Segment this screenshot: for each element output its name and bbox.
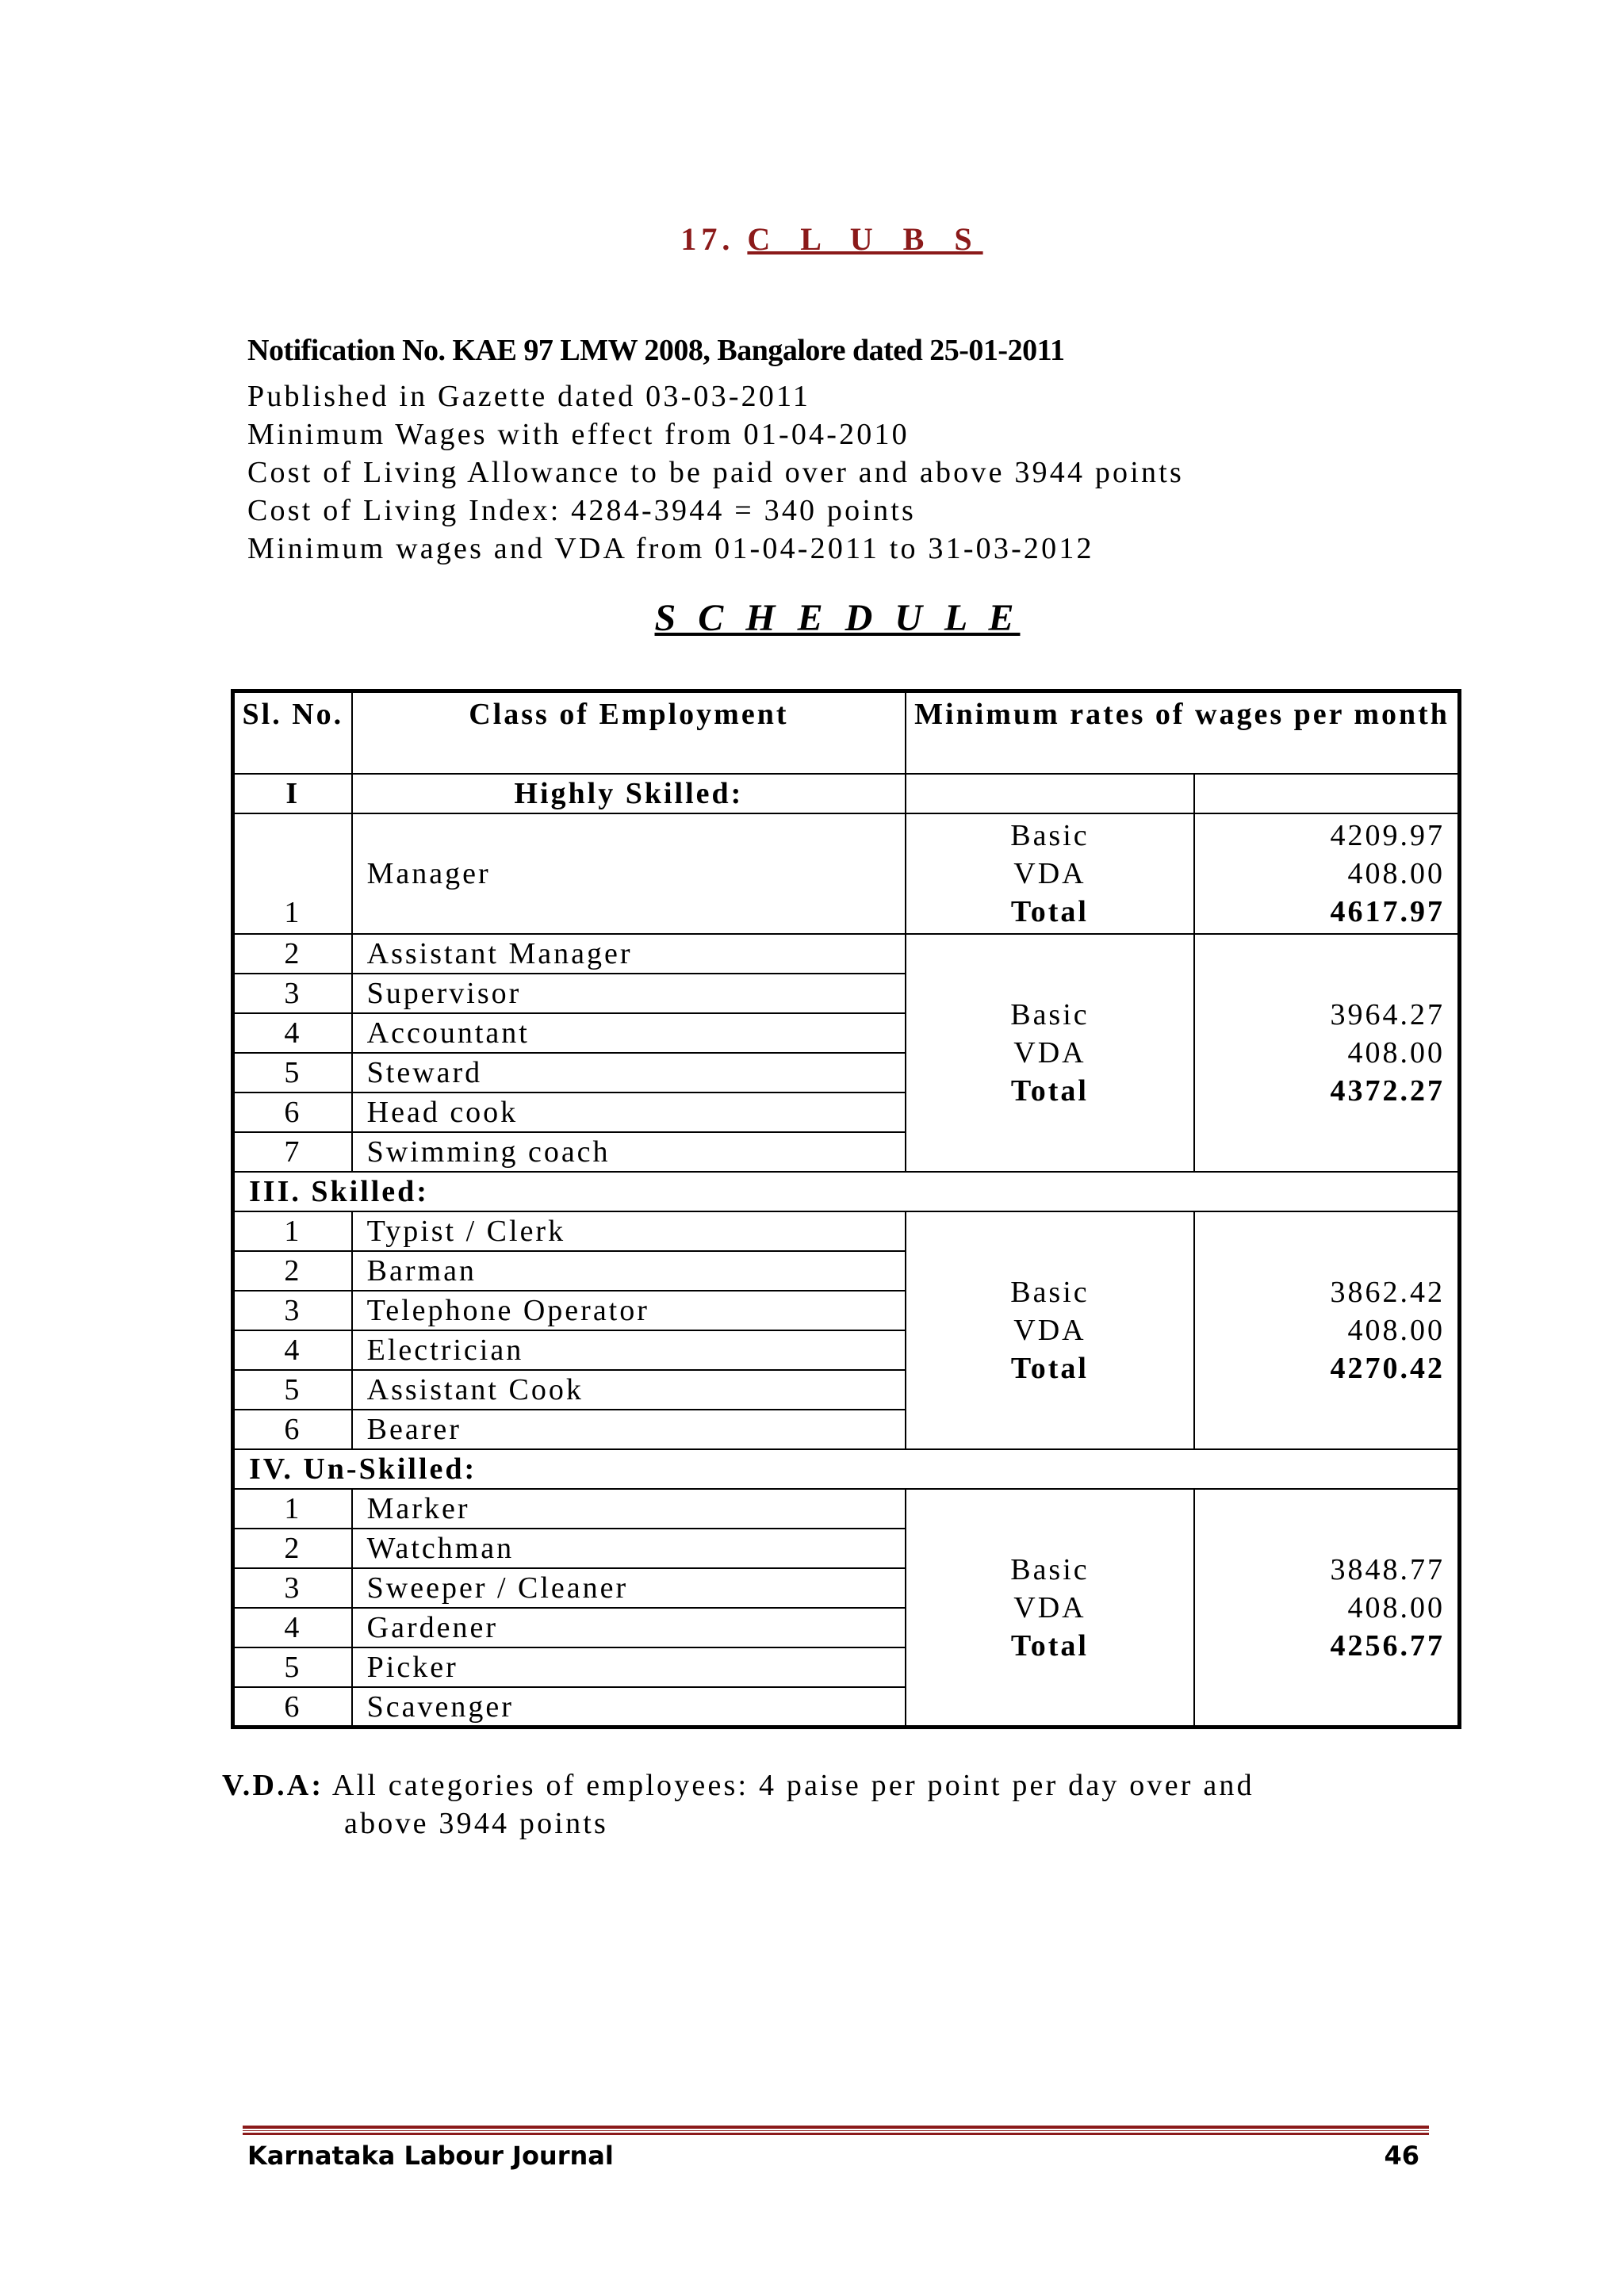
vda-label: VDA	[1013, 1314, 1086, 1348]
detail-line: Published in Gazette dated 03-03-2011	[247, 380, 811, 413]
empty-cell	[906, 774, 1194, 813]
vda-value: 408.00	[1347, 1590, 1445, 1624]
basic-value: 4209.97	[1330, 818, 1445, 852]
vda-note-label: V.D.A:	[222, 1769, 324, 1802]
vda-value: 408.00	[1347, 1035, 1445, 1070]
vda-value: 408.00	[1347, 1314, 1445, 1348]
page-title	[0, 220, 1624, 258]
row-sl: 2	[233, 1529, 352, 1568]
rate-labels	[906, 934, 1194, 1172]
row-class-name: Head cook	[352, 1093, 906, 1132]
schedule-heading: S C H E D U L E	[654, 597, 1021, 639]
header-class: Class of Employment	[352, 691, 906, 774]
section-row-un-skilled	[233, 1449, 1460, 1489]
row-class-name: Steward	[352, 1053, 906, 1093]
total-label: Total	[1010, 894, 1089, 928]
row-class-name: Assistant Cook	[352, 1370, 906, 1410]
row-sl: 6	[233, 1410, 352, 1449]
section-roman: I	[233, 774, 352, 813]
row-class-name: Sweeper / Cleaner	[352, 1568, 906, 1608]
title-number: 17.	[680, 221, 735, 257]
row-class-name: Gardener	[352, 1608, 906, 1647]
row-sl: 1	[233, 813, 352, 934]
vda-note-text: All categories of employees: 4 paise per point per day over and	[331, 1769, 1254, 1802]
row-sl: 4	[233, 1013, 352, 1053]
row-class-name: Picker	[352, 1647, 906, 1687]
table-row	[233, 1211, 1460, 1251]
detail-line: Minimum wages and VDA from 01-04-2011 to 31-03-2012	[247, 532, 1094, 565]
row-sl: 5	[233, 1370, 352, 1410]
row-sl: 1	[233, 1211, 352, 1251]
row-class-name: Typist / Clerk	[352, 1211, 906, 1251]
detail-line: Minimum Wages with effect from 01-04-2010	[247, 418, 910, 451]
basic-label: Basic	[1010, 818, 1090, 852]
row-sl: 5	[233, 1053, 352, 1093]
rate-labels	[906, 1211, 1194, 1449]
detail-line: Cost of Living Index: 4284-3944 = 340 points	[247, 494, 917, 527]
header-sl-no: Sl. No.	[233, 691, 352, 774]
row-class-name: Accountant	[352, 1013, 906, 1053]
total-label: Total	[1010, 1628, 1089, 1663]
row-sl: 3	[233, 1291, 352, 1330]
row-class-name: Marker	[352, 1489, 906, 1529]
vda-label: VDA	[1013, 1035, 1086, 1070]
header-wages: Minimum rates of wages per month	[906, 691, 1459, 774]
row-sl: 2	[233, 934, 352, 974]
total-label: Total	[1010, 1352, 1089, 1386]
row-class-name: Barman	[352, 1251, 906, 1291]
wage-schedule-table	[231, 689, 1461, 1729]
vda-note-line1	[222, 1766, 1254, 1804]
basic-value: 3862.42	[1330, 1276, 1445, 1310]
rate-values	[1194, 934, 1460, 1172]
table-row	[233, 934, 1460, 974]
basic-value: 3848.77	[1330, 1552, 1445, 1586]
row-class-name: Assistant Manager	[352, 934, 906, 974]
row-sl: 6	[233, 1687, 352, 1727]
section-title: IV. Un-Skilled:	[233, 1449, 1460, 1489]
row-sl: 7	[233, 1132, 352, 1172]
row-class-name: Watchman	[352, 1529, 906, 1568]
total-value: 4372.27	[1330, 1073, 1445, 1108]
empty-cell	[1194, 774, 1460, 813]
basic-value: 3964.27	[1330, 997, 1445, 1031]
rate-labels	[906, 813, 1194, 934]
row-sl: 4	[233, 1330, 352, 1370]
table-header-row	[233, 691, 1460, 774]
row-sl: 2	[233, 1251, 352, 1291]
row-sl: 5	[233, 1647, 352, 1687]
table-row	[233, 1489, 1460, 1529]
section-title: Highly Skilled:	[352, 774, 906, 813]
footer-divider	[243, 2126, 1429, 2135]
row-sl: 4	[233, 1608, 352, 1647]
row-sl: 3	[233, 1568, 352, 1608]
row-class-name: Manager	[352, 813, 906, 934]
row-class-name: Bearer	[352, 1410, 906, 1449]
total-value: 4256.77	[1330, 1628, 1445, 1663]
title-word: C L U B S	[747, 221, 983, 257]
rate-values	[1194, 813, 1460, 934]
vda-note-line2: above 3944 points	[344, 1807, 609, 1840]
rate-labels	[906, 1489, 1194, 1727]
rate-values	[1194, 1489, 1460, 1727]
notification-details	[247, 377, 1184, 568]
table-row	[233, 813, 1460, 934]
section-row-highly-skilled	[233, 774, 1460, 813]
basic-label: Basic	[1010, 1552, 1090, 1586]
footer-journal-name: Karnataka Labour Journal	[247, 2141, 614, 2171]
row-sl: 1	[233, 1489, 352, 1529]
row-class-name: Supervisor	[352, 974, 906, 1013]
page-number: 46	[1384, 2141, 1419, 2171]
rate-values	[1194, 1211, 1460, 1449]
vda-value: 408.00	[1347, 856, 1445, 890]
basic-label: Basic	[1010, 1276, 1090, 1310]
vda-label: VDA	[1013, 1590, 1086, 1624]
basic-label: Basic	[1010, 997, 1090, 1031]
section-title: III. Skilled:	[233, 1172, 1460, 1211]
notification-line: Notification No. KAE 97 LMW 2008, Bangalore dated 25-01-2011	[247, 334, 1065, 367]
section-row-skilled	[233, 1172, 1460, 1211]
row-class-name: Electrician	[352, 1330, 906, 1370]
detail-line: Cost of Living Allowance to be paid over and above 3944 points	[247, 456, 1184, 489]
vda-label: VDA	[1013, 856, 1086, 890]
total-label: Total	[1010, 1073, 1089, 1108]
row-class-name: Scavenger	[352, 1687, 906, 1727]
row-sl: 3	[233, 974, 352, 1013]
vda-note	[222, 1766, 1254, 1843]
row-sl: 6	[233, 1093, 352, 1132]
total-value: 4617.97	[1330, 894, 1445, 928]
row-class-name: Telephone Operator	[352, 1291, 906, 1330]
row-class-name: Swimming coach	[352, 1132, 906, 1172]
total-value: 4270.42	[1330, 1352, 1445, 1386]
